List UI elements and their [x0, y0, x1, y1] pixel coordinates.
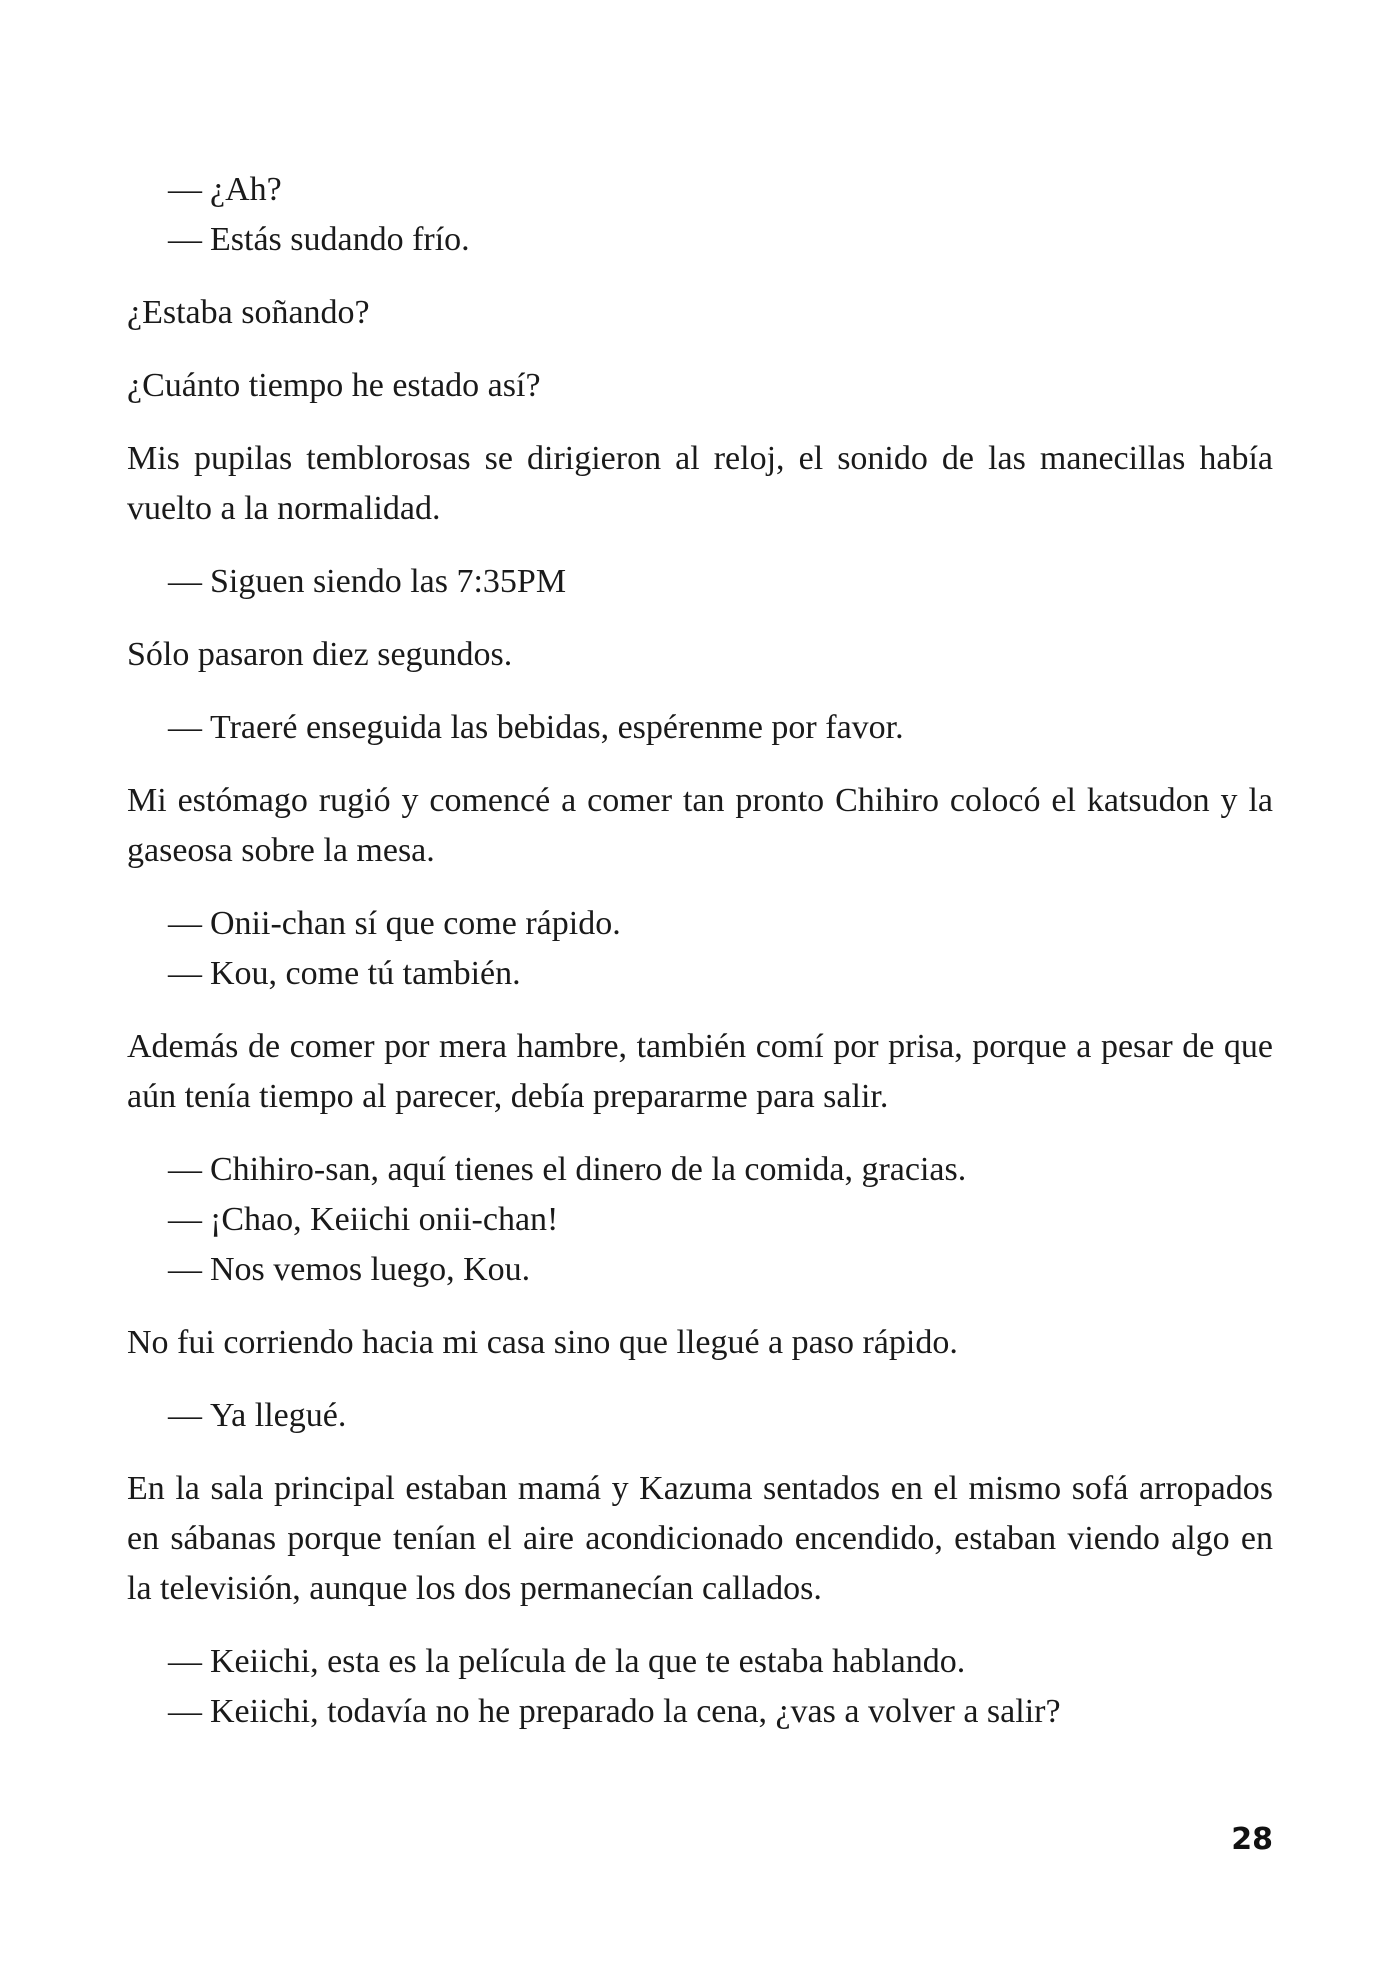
narration-paragraph: ¿Cuánto tiempo he estado así?	[127, 367, 541, 404]
em-dash: —	[168, 171, 202, 208]
narration-paragraph: Mis pupilas temblorosas se dirigieron al reloj, el sonido de las manecillas había vuelto a la normalidad.	[127, 440, 1273, 527]
dialogue-text: Estás sudando frío.	[210, 221, 470, 258]
dialogue-text: Onii-chan sí que come rápido.	[210, 905, 621, 942]
em-dash: —	[168, 1201, 202, 1238]
em-dash: —	[168, 221, 202, 258]
dialogue-text: ¡Chao, Keiichi onii-chan!	[210, 1201, 559, 1238]
narration-paragraph: No fui corriendo hacia mi casa sino que llegué a paso rápido.	[127, 1324, 958, 1361]
dialogue-text: Keiichi, todavía no he preparado la cena, ¿vas a volver a salir?	[210, 1693, 1061, 1730]
dialogue-line	[168, 165, 1273, 215]
dialogue-line	[168, 1637, 1273, 1687]
em-dash: —	[168, 905, 202, 942]
narration-paragraph: Además de comer por mera hambre, también comí por prisa, porque a pesar de que aún tenía tiempo al parecer, debía prepararme para salir.	[127, 1028, 1273, 1115]
dialogue-line	[168, 949, 1273, 999]
dialogue-text: Chihiro-san, aquí tienes el dinero de la comida, gracias.	[210, 1151, 967, 1188]
dialogue-line	[168, 1245, 1273, 1295]
em-dash: —	[168, 563, 202, 600]
dialogue-block	[127, 899, 1273, 999]
dialogue-text: Traeré enseguida las bebidas, espérenme por favor.	[210, 709, 904, 746]
dialogue-block	[127, 557, 1273, 607]
narration-paragraph: Sólo pasaron diez segundos.	[127, 636, 513, 673]
dialogue-line	[168, 899, 1273, 949]
dialogue-text: Nos vemos luego, Kou.	[210, 1251, 531, 1288]
em-dash: —	[168, 1397, 202, 1434]
dialogue-line	[168, 1145, 1273, 1195]
dialogue-block	[127, 1145, 1273, 1295]
page-body	[127, 165, 1273, 1760]
page-number: 28	[1231, 1822, 1273, 1857]
em-dash: —	[168, 1151, 202, 1188]
dialogue-block	[127, 165, 1273, 265]
dialogue-block	[127, 703, 1273, 753]
dialogue-line	[168, 1391, 1273, 1441]
dialogue-block	[127, 1637, 1273, 1737]
dialogue-block	[127, 1391, 1273, 1441]
dialogue-text: Kou, come tú también.	[210, 955, 521, 992]
em-dash: —	[168, 1693, 202, 1730]
dialogue-line	[168, 703, 1273, 753]
narration-paragraph: Mi estómago rugió y comencé a comer tan pronto Chihiro colocó el katsudon y la gaseosa sobre la mesa.	[127, 782, 1273, 869]
dialogue-line	[168, 557, 1273, 607]
dialogue-text: Ya llegué.	[210, 1397, 347, 1434]
dialogue-text: Keiichi, esta es la película de la que te estaba hablando.	[210, 1643, 966, 1680]
narration-paragraph: En la sala principal estaban mamá y Kazuma sentados en el mismo sofá arropados en sábanas porque tenían el aire acondicionado encendido, estaban viendo algo en la televisión, aunque los dos permanecían callados.	[127, 1470, 1273, 1607]
em-dash: —	[168, 709, 202, 746]
dialogue-line	[168, 1687, 1273, 1737]
dialogue-line	[168, 215, 1273, 265]
narration-paragraph: ¿Estaba soñando?	[127, 294, 370, 331]
dialogue-text: ¿Ah?	[210, 171, 282, 208]
dialogue-text: Siguen siendo las 7:35PM	[210, 563, 567, 600]
em-dash: —	[168, 1643, 202, 1680]
em-dash: —	[168, 955, 202, 992]
em-dash: —	[168, 1251, 202, 1288]
dialogue-line	[168, 1195, 1273, 1245]
